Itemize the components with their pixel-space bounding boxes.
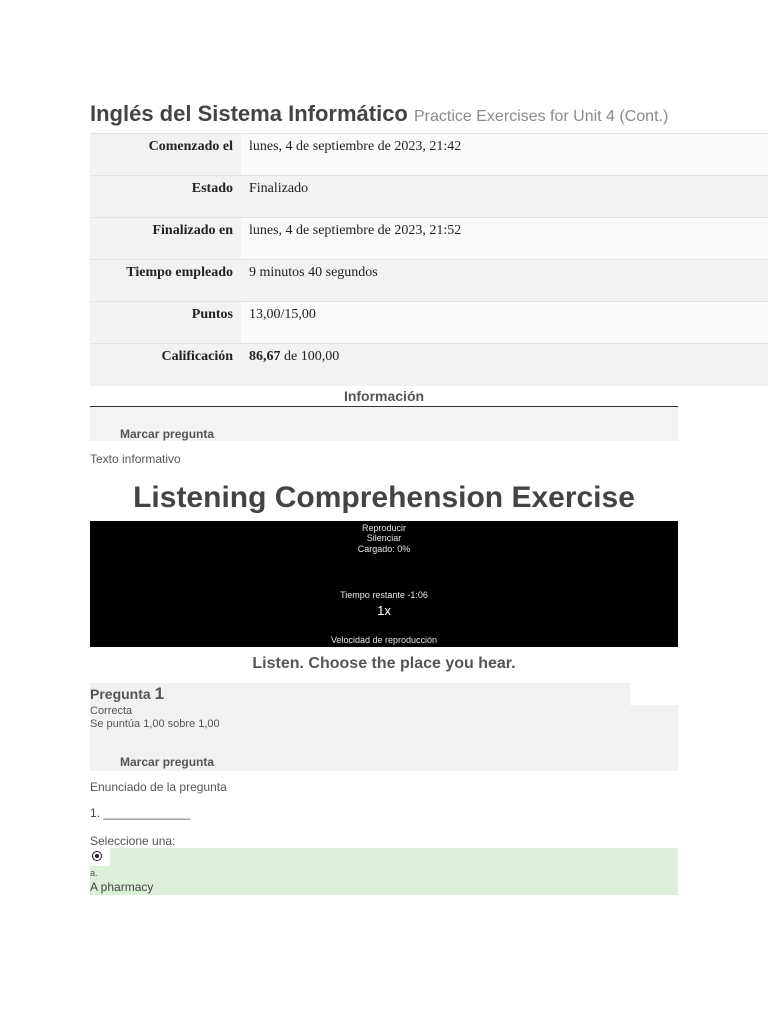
quiz-review — [90, 102, 768, 895]
play-button[interactable]: Reproducir — [361, 522, 407, 533]
summary-row — [90, 176, 768, 218]
summary-label: Calificación — [90, 344, 241, 386]
question-title — [90, 683, 630, 705]
grade-max: de 100,00 — [280, 349, 340, 364]
option-text: A pharmacy — [90, 879, 154, 894]
summary-row — [90, 134, 768, 176]
question-flag-box — [90, 735, 678, 771]
summary-label: Tiempo empleado — [90, 260, 241, 302]
mute-button[interactable]: Silenciar — [366, 533, 402, 543]
player-controls — [90, 523, 678, 555]
question-header — [90, 683, 678, 771]
summary-label: Puntos — [90, 302, 241, 344]
time-remaining: Tiempo restante -1:06 — [340, 589, 428, 600]
quiz-name: Practice Exercises for Unit 4 (Cont.) — [414, 108, 669, 125]
summary-label: Estado — [90, 176, 241, 218]
summary-value: 13,00/15,00 — [241, 302, 768, 344]
loaded-status: Cargado: 0% — [357, 543, 411, 554]
audio-player[interactable] — [90, 521, 678, 647]
summary-value: lunes, 4 de septiembre de 2023, 21:42 — [241, 134, 768, 176]
summary-row — [90, 218, 768, 260]
flag-question-link[interactable]: Marcar pregunta — [120, 754, 215, 769]
summary-value: lunes, 4 de septiembre de 2023, 21:52 — [241, 218, 768, 260]
question-status: Correcta — [90, 704, 133, 717]
summary-row — [90, 302, 768, 344]
radio-selected-icon[interactable] — [92, 851, 102, 861]
instruction-text: Listen. Choose the place you hear. — [252, 654, 516, 672]
question-score: Se puntúa 1,00 sobre 1,00 — [90, 717, 220, 730]
question-label: Pregunta — [90, 685, 151, 702]
summary-value — [241, 344, 768, 386]
course-name: Inglés del Sistema Informático — [90, 101, 408, 126]
info-flag-box — [90, 407, 678, 441]
summary-label: Finalizado en — [90, 218, 241, 260]
summary-row — [90, 344, 768, 386]
playback-speed-button[interactable]: 1x — [377, 602, 391, 618]
summary-row — [90, 260, 768, 302]
select-one-label: Seleccione una: — [90, 833, 176, 848]
page-title — [90, 102, 768, 129]
summary-value: Finalizado — [241, 176, 768, 218]
summary-label: Comenzado el — [90, 134, 241, 176]
question-meta — [90, 705, 678, 735]
info-text-label: Texto informativo — [90, 451, 181, 466]
question-statement-label: Enunciado de la pregunta — [90, 779, 227, 794]
answer-option-correct[interactable] — [90, 848, 678, 895]
attempt-summary-table — [90, 133, 768, 386]
playback-speed-label: Velocidad de reproducción — [330, 634, 438, 645]
grade-value: 86,67 — [249, 349, 281, 364]
exercise-title: Listening Comprehension Exercise — [133, 480, 635, 514]
info-heading: Información — [90, 387, 678, 407]
summary-value: 9 minutos 40 segundos — [241, 260, 768, 302]
radio-container — [90, 848, 110, 866]
flag-question-link[interactable]: Marcar pregunta — [120, 426, 215, 441]
question-prompt: 1. _____________ — [90, 805, 191, 820]
option-letter: a. — [90, 867, 98, 878]
question-number: 1 — [154, 683, 165, 703]
